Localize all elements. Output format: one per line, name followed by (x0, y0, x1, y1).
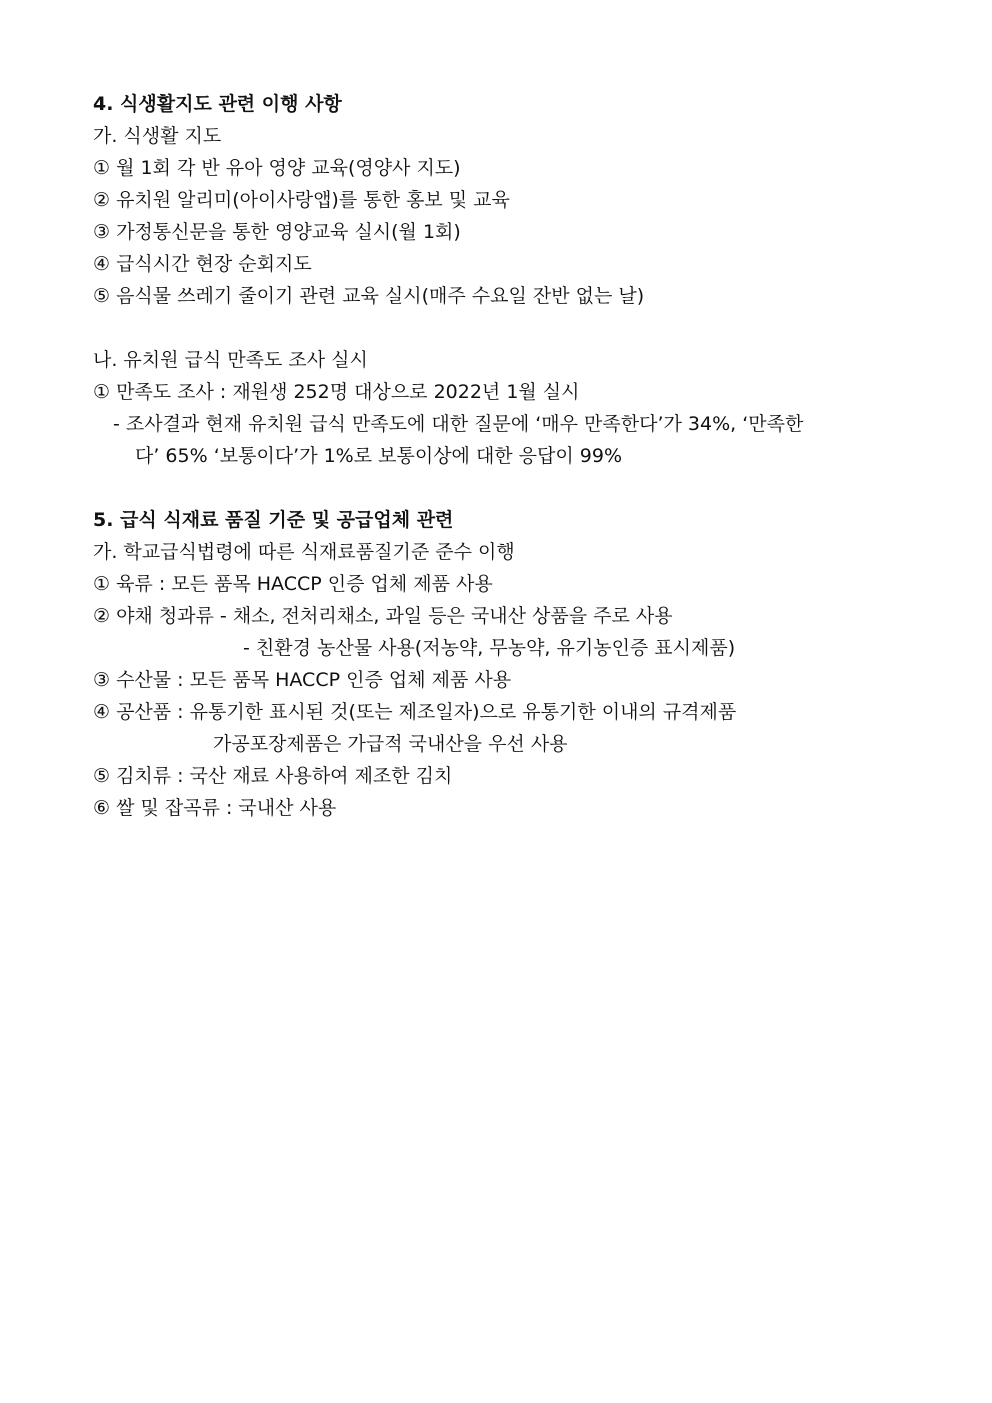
section5-sub-a-title: 가. 학교급식법령에 따른 식재료품질기준 준수 이행 (93, 541, 515, 563)
satisfaction-survey-item: ① 만족도 조사 : 재원생 252명 대상으로 2022년 1월 실시 (93, 381, 580, 403)
section4-sub-a-title: 가. 식생활 지도 (93, 125, 222, 147)
kimchi-item: ⑤ 김치류 : 국산 재료 사용하여 제조한 김치 (93, 765, 453, 787)
section5-heading: 5. 급식 식재료 품질 기준 및 공급업체 관련 (93, 509, 454, 531)
spacer (93, 312, 913, 344)
section4-item-5: ⑤ 음식물 쓰레기 줄이기 관련 교육 실시(매주 수요일 잔반 없는 날) (93, 285, 645, 307)
industrial-goods-item-line-1: ④ 공산품 : 유통기한 표시된 것(또는 제조일자)으로 유통기한 이내의 규격제품 (93, 701, 737, 723)
section4-item-3: ③ 가정통신문을 통한 영양교육 실시(월 1회) (93, 221, 461, 243)
document-page (93, 88, 913, 824)
section4-heading: 4. 식생활지도 관련 이행 사항 (93, 93, 342, 115)
section4-item-2: ② 유치원 알리미(아이사랑앱)를 통한 홍보 및 교육 (93, 189, 510, 211)
section4-item-4: ④ 급식시간 현장 순회지도 (93, 253, 312, 275)
vegetable-item-line-1: ② 야채 청과류 - 채소, 전처리채소, 과일 등은 국내산 상품을 주로 사용 (93, 605, 673, 627)
spacer (93, 472, 913, 504)
rice-grain-item: ⑥ 쌀 및 잡곡류 : 국내산 사용 (93, 797, 337, 819)
section4-sub-b-title: 나. 유치원 급식 만족도 조사 실시 (93, 349, 368, 371)
industrial-goods-item-line-2: 가공포장제품은 가급적 국내산을 우선 사용 (213, 733, 568, 755)
meat-item: ① 육류 : 모든 품목 HACCP 인증 업체 제품 사용 (93, 573, 493, 595)
survey-result-line-2: 다’ 65% ‘보통이다’가 1%로 보통이상에 대한 응답이 99% (135, 445, 623, 467)
vegetable-item-line-2: - 친환경 농산물 사용(저농약, 무농약, 유기농인증 표시제품) (243, 637, 736, 659)
seafood-item: ③ 수산물 : 모든 품목 HACCP 인증 업체 제품 사용 (93, 669, 512, 691)
survey-result-line-1: - 조사결과 현재 유치원 급식 만족도에 대한 질문에 ‘매우 만족한다’가 34%, ‘만족한 (113, 413, 804, 435)
section4-item-1: ① 월 1회 각 반 유아 영양 교육(영양사 지도) (93, 157, 461, 179)
